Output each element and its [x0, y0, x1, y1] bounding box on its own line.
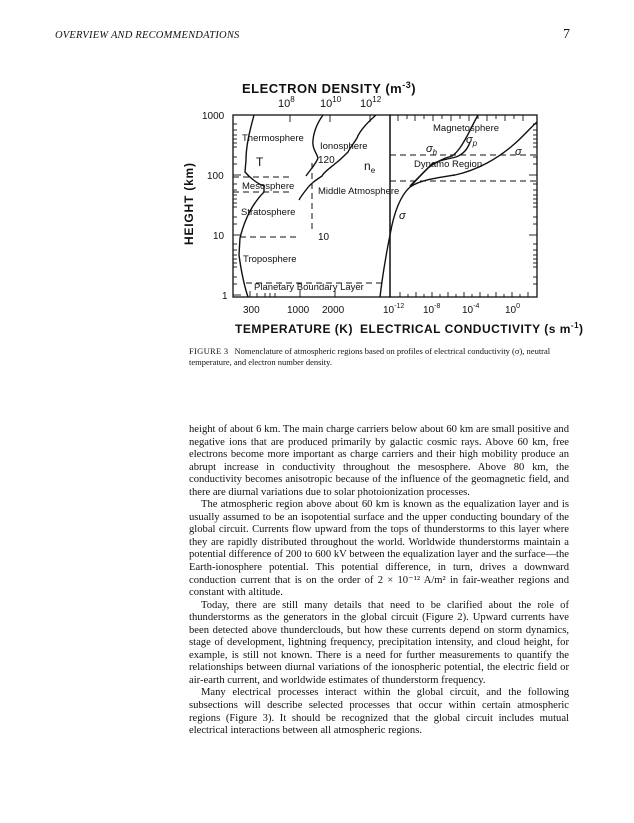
paragraph-3: Today, there are still many details that need to be clarified about the role of thunderstorms as the generators in the global circuit (Figure 2). Upward currents have been detected above thunderclouds, but how these currents depend on storm dynamics, stage of development, lightning frequency, precipitation intensity, and cloud height, for example, is still not known. There is a need for further measurements to quantify the relationships between diurnal variations of the ionospheric potential, the electric field or air-earth current, and worldwide estimates of thunderstorm frequency.	[189, 599, 569, 686]
label-middle-atmosphere: Middle Atmosphere	[318, 186, 400, 197]
label-ne: $n_e$	[364, 159, 376, 175]
x-tick-1e-4: $10^{-4}$	[462, 303, 480, 316]
label-magnetosphere: Magnetosphere	[433, 123, 500, 134]
x-tick-2000: 2000	[322, 305, 345, 316]
label-120: 120	[318, 155, 335, 166]
y-tick-10: 10	[213, 231, 225, 242]
label-sigma-lower: σ	[399, 210, 406, 222]
paragraph-4: Many electrical processes interact within the global circuit, and the following subsections will describe selected processes that occur within certain atmospheric regions (Figure 3). It should be recognized that the global circuit includes mutual electrical interactions between all atmospheric regions.	[189, 687, 569, 737]
label-dynamo-region: Dynamo Region	[414, 159, 483, 170]
x-label-temperature: TEMPERATURE (K)	[235, 322, 353, 336]
caption-label: FIGURE 3	[189, 346, 229, 356]
figure-3	[0, 0, 634, 345]
x-tick-1e-8: $10^{-8}$	[423, 303, 441, 316]
bottom-ticks-right	[400, 292, 528, 297]
label-stratosphere: Stratosphere	[241, 207, 296, 218]
x-tick-300: 300	[243, 305, 260, 316]
top-tick-1e8: $10^8$	[278, 95, 295, 110]
caption-text: Nomenclature of atmospheric regions based on profiles of electrical conductivity (σ), neutral temperature, and electron number density.	[189, 346, 551, 367]
top-tick-1e10: $10^{10}$	[320, 95, 342, 110]
label-planetary-boundary-layer: Planetary Boundary Layer	[254, 282, 364, 293]
paragraph-2: The atmospheric region above about 60 km is known as the equalization layer and is usually assumed to be an isopotential surface and the upper conducting boundary of the global circuit. Currents flow upward from the tops of thunderstorms to this layer where they are rapidly distributed throughout the world. Worldwide thunderstorms maintain a potential difference of 200 to 600 kV between the equalization layer and the surface—the Earth-ionosphere potential. This potential difference, in turn, drives a downward conduction current that is on the order of 2 × 10⁻¹² A/m² in fair-weather regions and constant with altitude.	[189, 499, 569, 599]
label-sigma-right: σ	[515, 146, 522, 158]
top-ticks-left	[290, 115, 370, 122]
running-header: OVERVIEW AND RECOMMENDATIONS	[55, 30, 240, 41]
y-tick-1000: 1000	[202, 111, 225, 122]
label-mesosphere: Mesosphere	[242, 181, 295, 192]
y-tick-1: 1	[222, 291, 228, 302]
top-axis-title: ELECTRON DENSITY $(m^{-3})$	[242, 80, 417, 96]
label-sigma-p: $\sigma_p$	[466, 134, 478, 148]
y-tick-100: 100	[207, 171, 224, 182]
y-axis-label: HEIGHT (km)	[182, 162, 196, 245]
label-sigma-h: $\sigma_h$	[426, 143, 438, 157]
x-label-conductivity: ELECTRICAL CONDUCTIVITY (s $m^{-1}$)	[360, 321, 584, 336]
x-tick-1000: 1000	[287, 305, 310, 316]
top-tick-1e12: $10^{12}$	[360, 95, 382, 110]
label-troposphere: Troposphere	[243, 254, 297, 265]
label-10: 10	[318, 232, 330, 243]
top-ticks-right	[398, 115, 523, 121]
paragraph-1: height of about 6 km. The main charge carriers below about 60 km are small positive and negative ions that are produced primarily by galactic cosmic rays. Above 60 km, free electrons become more important as charge carriers and their high mobility produce an abrupt increase in conductivity throughout the mesosphere. Above 80 km, the conductivity becomes anisotropic because of the influence of the geomagnetic field, and there are diurnal variations due to solar photoionization processes.	[189, 424, 569, 498]
page-number: 7	[563, 27, 570, 42]
label-ionosphere: Ionosphere	[320, 141, 368, 152]
body-text	[189, 424, 569, 738]
label-thermosphere: Thermosphere	[242, 133, 304, 144]
x-tick-1e0: $10^0$	[505, 303, 521, 316]
x-tick-1e-12: $10^{-12}$	[383, 303, 405, 316]
label-t: T	[256, 155, 264, 169]
figure-caption	[189, 346, 569, 368]
